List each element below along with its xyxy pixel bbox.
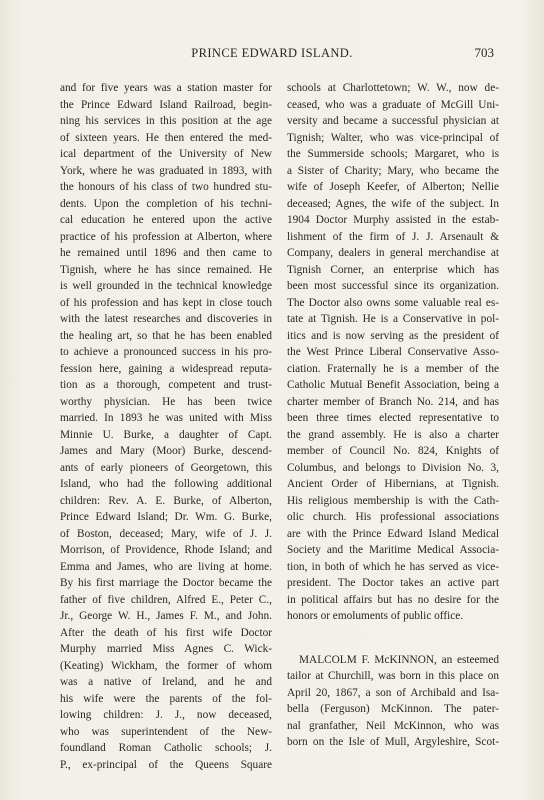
text-line: The Doctor also owns some valuable real es-	[287, 296, 499, 309]
text-line: tion, in both of which he has served as vice-	[287, 560, 499, 573]
text-line: who was superintendent of the New-	[60, 725, 272, 738]
text-line: Emma and James, who are living at home.	[60, 560, 272, 573]
text-line: deceased; Agnes, the wife of the subject. In	[287, 197, 499, 210]
text-line: ants of early pioneers of Georgetown, this	[60, 461, 272, 474]
text-line: lowing children: J. J., now deceased,	[60, 709, 272, 721]
text-line: James and Mary (Moor) Burke, descend-	[60, 445, 272, 457]
text-line: Minnie U. Burke, a daughter of Capt.	[60, 428, 272, 441]
text-line: Columbus, and belongs to Division No. 3,	[287, 461, 499, 474]
text-line: nal granfather, Neil McKinnon, who was	[287, 719, 499, 732]
text-line: ning his services in this position at the age	[60, 115, 272, 127]
text-line: was a native of Ireland, and he and	[60, 676, 272, 688]
text-line: he remained until 1896 and then came to	[60, 247, 272, 259]
text-line: been three times elected representative to	[287, 412, 499, 424]
paragraph-gap	[287, 625, 499, 652]
text-line: children: Rev. A. E. Burke, of Alberton,	[60, 494, 272, 507]
text-line: Tignish; Walter, who was vice-principal of	[287, 131, 499, 144]
text-line: Ancient Order of Hibernians, at Tignish.	[287, 478, 499, 490]
text-line: born on the Isle of Mull, Argyleshire, Scot-	[287, 736, 499, 748]
running-title: PRINCE EDWARD ISLAND.	[191, 46, 353, 60]
text-line: Tignish Corner, an enterprise which has	[287, 263, 499, 276]
text-line: Tignish, where he has since remained. He	[60, 263, 272, 276]
text-line: tate at Tignish. He is a Conservative in pol-	[287, 313, 499, 325]
text-line: the Summerside schools; Margaret, who is	[287, 148, 499, 160]
text-line: Prince Edward Island; Dr. Wm. G. Burke,	[60, 511, 272, 523]
text-line: Company, dealers in general merchandise at	[287, 247, 499, 259]
page-number: 703	[474, 45, 494, 60]
text-line: charter member of Branch No. 214, and has	[287, 395, 499, 408]
text-line: of his profession and has kept in close touch	[60, 296, 272, 309]
text-line: are with the Prince Edward Island Medical	[287, 527, 499, 540]
text-line: His religious membership is with the Cath-	[287, 494, 499, 507]
text-line: in political affairs but has no desire for the	[287, 593, 499, 606]
text-line: cal education he entered upon the active	[60, 214, 272, 226]
text-line: ical department of the University of New	[60, 148, 272, 160]
text-line: April 20, 1867, a son of Archibald and Isa-	[287, 686, 499, 699]
text-line: foundland Roman Catholic schools; J.	[60, 742, 272, 754]
text-line: versity and became a successful physician at	[287, 115, 499, 127]
text-line: honors or emoluments of public office.	[287, 610, 464, 622]
right-column-paragraph-1	[287, 80, 499, 625]
text-line: with the latest researches and discoveries in	[60, 313, 272, 325]
left-column	[60, 80, 272, 773]
text-line: York, where he was graduated in 1893, with	[60, 164, 272, 177]
text-line: the healing art, so that he has been enabled	[60, 329, 272, 342]
text-line: the grand assembly. He is also a charter	[287, 428, 499, 441]
text-line: MALCOLM F. McKINNON, an esteemed	[299, 653, 499, 666]
text-line: Murphy married Miss Agnes C. Wick-	[60, 643, 272, 655]
text-line: Jr., George W. H., James F. M., and John.	[60, 610, 272, 622]
text-line: (Keating) Wickham, the former of whom	[60, 659, 272, 672]
text-line: the Prince Edward Island Railroad, begin-	[60, 98, 272, 111]
text-line: By his first marriage the Doctor became the	[60, 577, 272, 589]
text-line: schools at Charlottetown; W. W., now de-	[287, 82, 499, 94]
text-line: 1904 Doctor Murphy assisted in the estab-	[287, 214, 499, 226]
text-line: ciation. Fraternally he is a member of the	[287, 362, 499, 375]
text-line: fession here, gaining a widespread reputa-	[60, 362, 272, 375]
text-line: tion as a thorough, competent and trust-	[60, 379, 272, 391]
text-line: itics and is now serving as the president of	[287, 329, 499, 342]
text-line: olic church. His professional associations	[287, 511, 499, 523]
text-line: father of five children, Alfred E., Peter C.,	[60, 593, 272, 606]
text-line: the honours of his class of two hundred stu-	[60, 181, 272, 193]
text-line: member of Council No. 824, Knights of	[287, 445, 499, 457]
text-line: president. The Doctor takes an active part	[287, 577, 499, 589]
text-line: practice of his profession at Alberton, where	[60, 230, 272, 243]
text-line: tailor at Churchill, was born in this place on	[287, 670, 499, 682]
text-line: Morrison, of Providence, Rhode Island; and	[60, 544, 272, 556]
text-line: his wife were the parents of the fol-	[60, 692, 272, 705]
text-line: been most successful since its organization.	[287, 280, 499, 292]
text-line: ceased, who was a graduate of McGill Uni-	[287, 98, 499, 111]
text-line: the West Prince Liberal Conservative Asso-	[287, 346, 499, 358]
right-column	[287, 80, 499, 751]
text-line: Society and the Maritime Medical Associa-	[287, 544, 499, 556]
text-line: After the death of his first wife Doctor	[60, 626, 272, 639]
text-line: dents. Upon the completion of his techni-	[60, 197, 272, 210]
right-column-paragraph-2	[287, 652, 499, 751]
text-line: and for five years was a station master for	[60, 82, 272, 94]
text-line: to achieve a pronounced success in his pro-	[60, 346, 272, 358]
text-line: of Boston, deceased; Mary, wife of J. J.	[60, 527, 272, 540]
text-line: P., ex-principal of the Queens Square	[60, 758, 272, 771]
text-line: a Sister of Charity; Mary, who became the	[287, 164, 499, 177]
text-line: lishment of the firm of J. J. Arsenault &	[287, 230, 499, 243]
text-line: is well grounded in the technical knowledge	[60, 280, 272, 292]
text-line: of sixteen years. He then entered the med-	[60, 131, 272, 144]
text-line: wife of Joseph Keefer, of Alberton; Nellie	[287, 181, 499, 193]
text-line: bella (Ferguson) McKinnon. The pater-	[287, 703, 499, 715]
text-line: Island, who had the following additional	[60, 478, 272, 490]
text-line: married. In 1893 he was united with Miss	[60, 412, 272, 424]
text-line: Catholic Mutual Benefit Association, being a	[287, 379, 499, 391]
text-line: worthy physician. He has been twice	[60, 395, 272, 408]
